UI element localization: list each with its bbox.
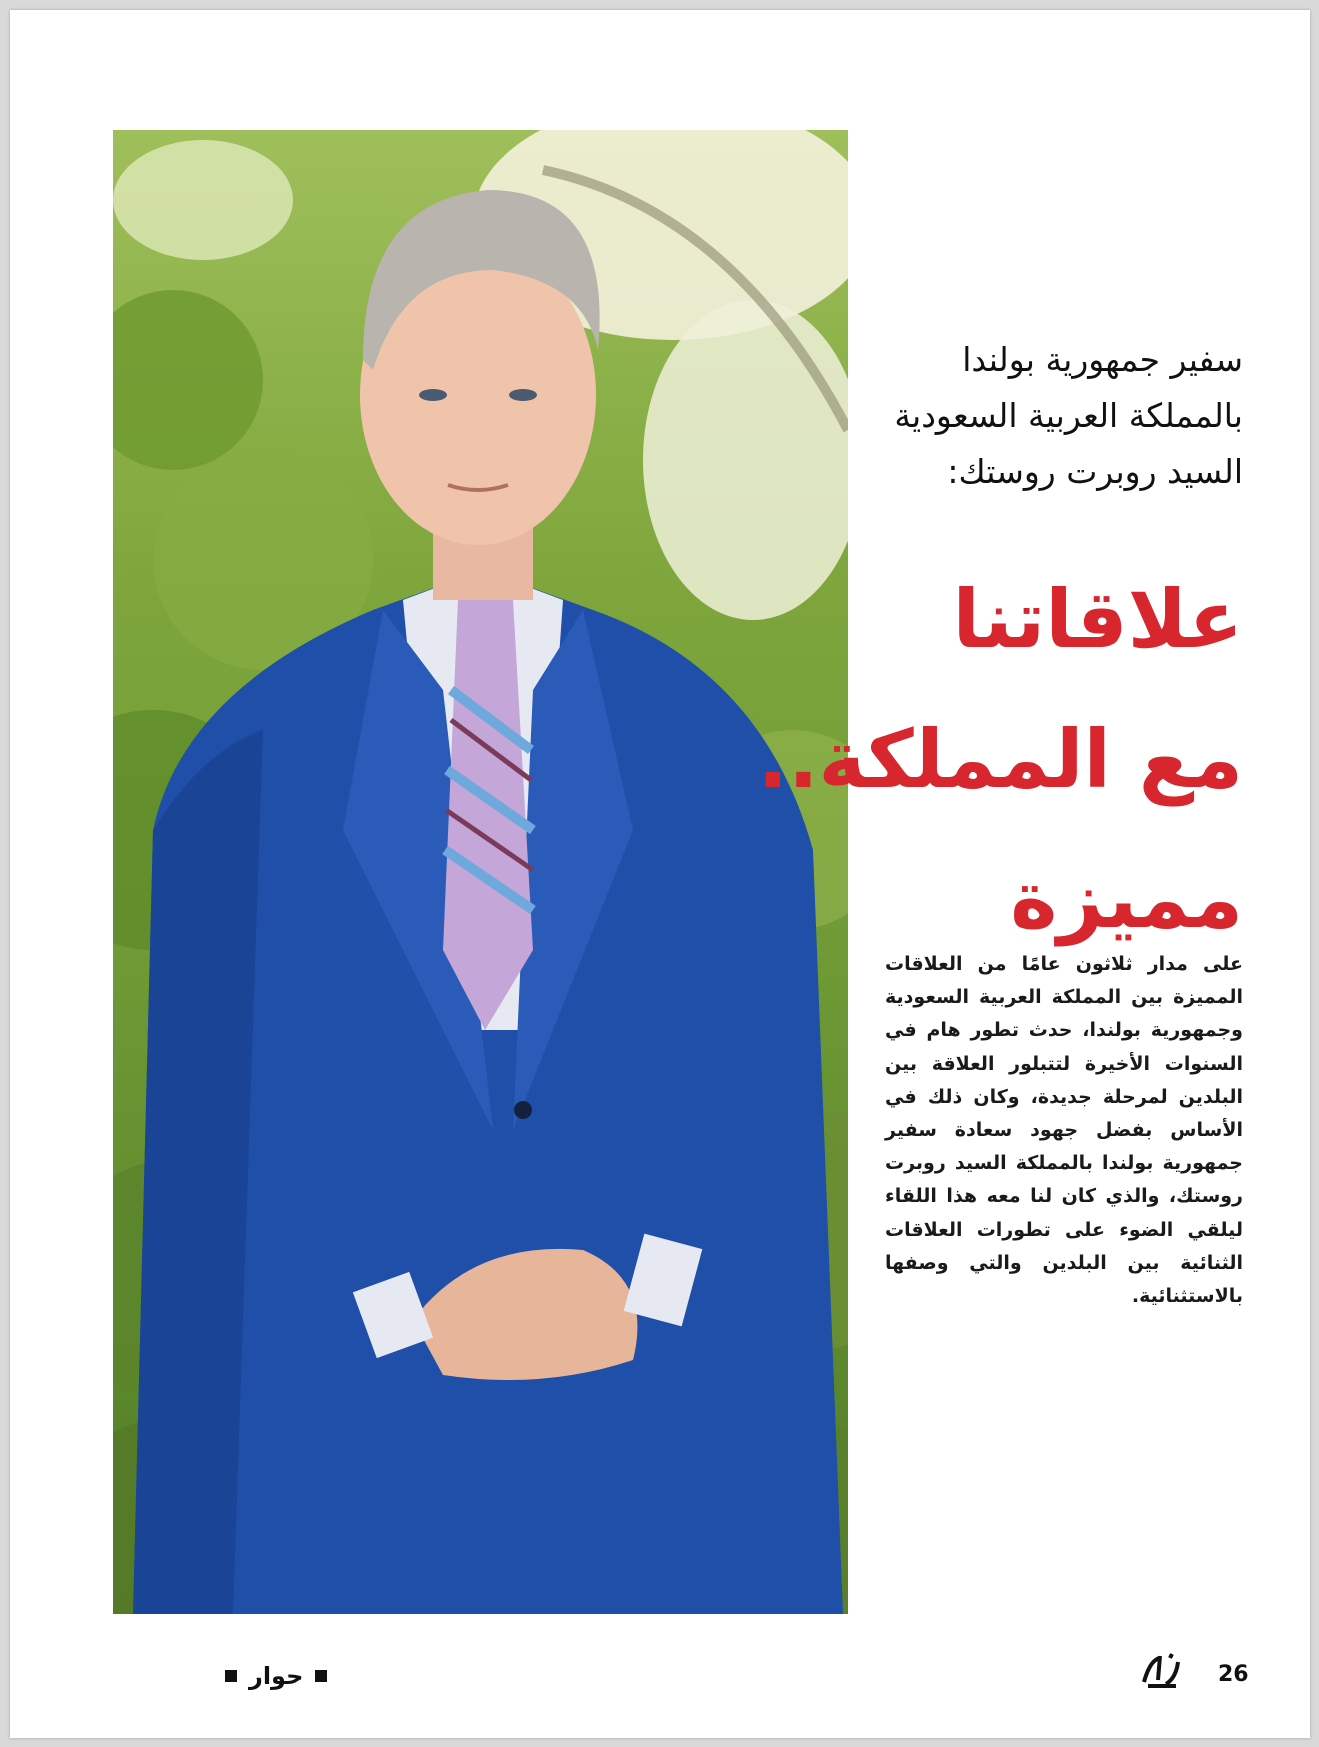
intro-line: سفير جمهورية بولندا	[962, 340, 1243, 379]
headline-line: مع المملكة..	[757, 713, 1243, 806]
article-intro	[683, 332, 1243, 500]
intro-line: السيد روبرت روستك:	[947, 452, 1243, 491]
square-bullet-icon	[315, 1670, 327, 1682]
intro-line: بالمملكة العربية السعودية	[894, 396, 1243, 435]
magazine-logo	[1140, 1650, 1182, 1690]
article-body: على مدار ثلاثون عامًا من العلاقات المميزة بين المملكة العربية السعودية وجمهورية بولندا، حدث تطور هام في السنوات الأخيرة لتتبلور العلاقة بين البلدين لمرحلة جديدة، وكان ذلك في الأساس بفضل جهود سعادة سفير جمهورية بولندا بالمملكة السيد روبرت روستك، والذي كان لنا معه هذا اللقاء ليلقي الضوء على تطورات العلاقات الثنائية بين البلدين والتي وصفها بالاستثنائية.	[885, 953, 1243, 1308]
section-label	[225, 1662, 327, 1690]
page-number: 26	[1218, 1662, 1249, 1687]
headline-line: علاقاتنا	[952, 573, 1243, 666]
headline-line: مميزة	[1010, 853, 1243, 946]
section-name: حوار	[249, 1662, 304, 1690]
article-headline	[643, 550, 1243, 970]
square-bullet-icon	[225, 1670, 237, 1682]
magazine-page	[10, 10, 1310, 1738]
